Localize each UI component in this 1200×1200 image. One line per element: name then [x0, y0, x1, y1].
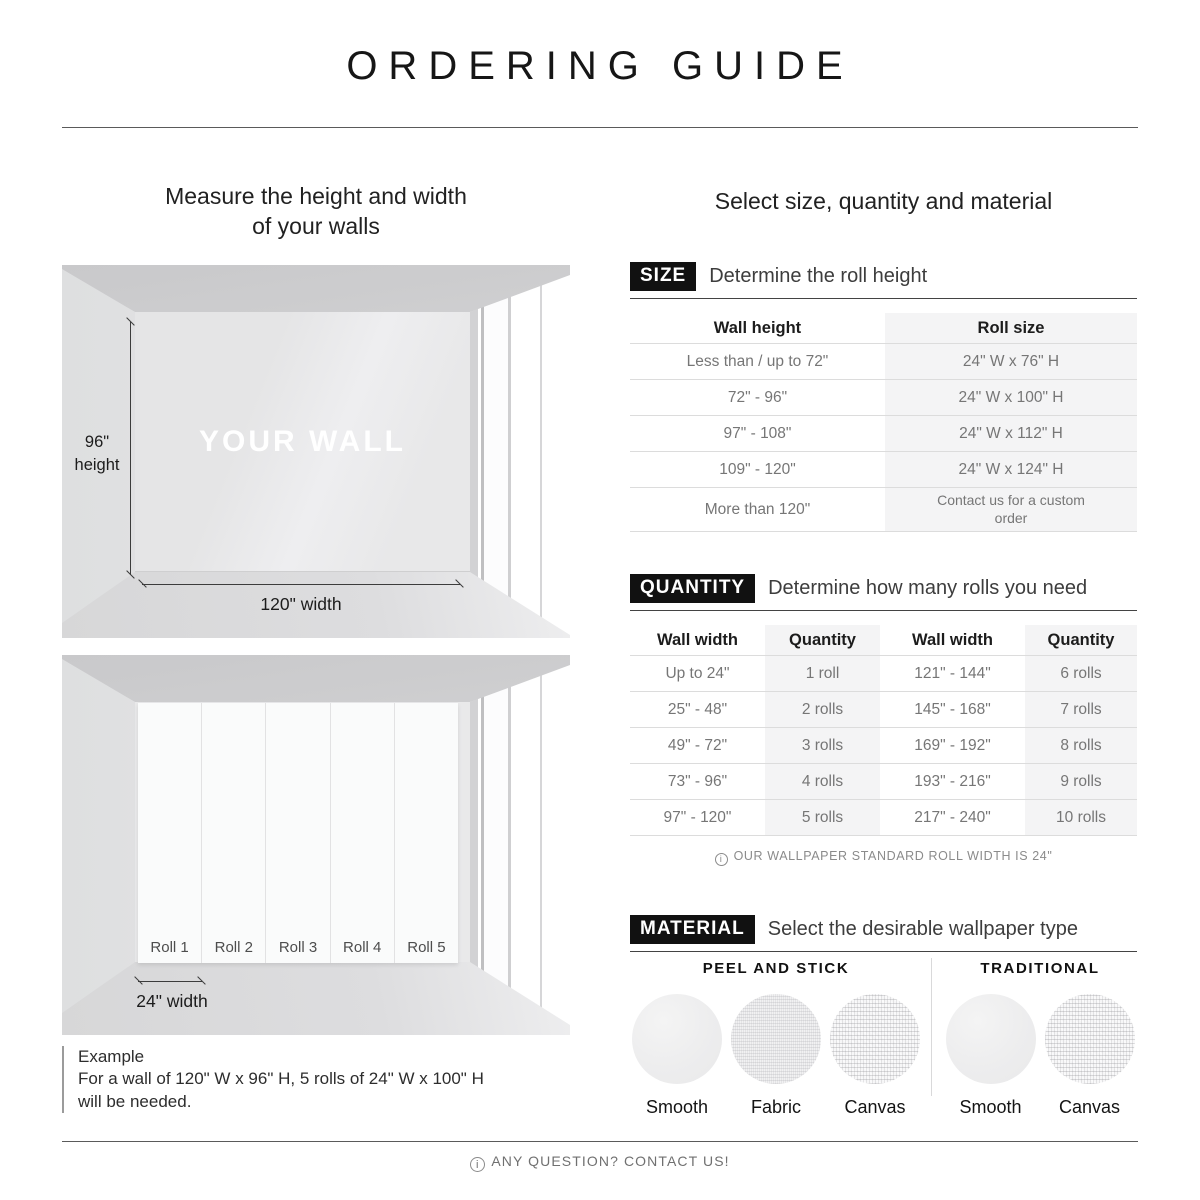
swatch-label: Smooth: [645, 1097, 709, 1117]
quantity-col-header: Quantity: [765, 625, 880, 656]
header-divider: [62, 127, 1138, 128]
width-dimension-label: 120" width: [260, 594, 342, 614]
size-cell-text: Contact us for a custom order: [937, 492, 1085, 526]
quantity-cell: 1 roll: [765, 656, 880, 692]
your-wall-label: YOUR WALL: [199, 424, 406, 458]
canvas-texture-swatch-icon: [1045, 994, 1135, 1084]
material-swatch-smooth: [946, 994, 1036, 1118]
quantity-cell: 193" - 216": [880, 764, 1025, 800]
quantity-cell: 3 rolls: [765, 728, 880, 764]
roll-label: Roll 5: [407, 939, 446, 956]
size-cell: 97" - 108": [630, 416, 885, 452]
footer-divider: [62, 1141, 1138, 1142]
smooth-texture-swatch-icon: [946, 994, 1036, 1084]
size-badge: SIZE: [630, 262, 696, 291]
height-value: 96": [84, 433, 110, 451]
material-group-peel-and-stick: [630, 960, 922, 1118]
contact-us-text: ANY QUESTION? CONTACT US!: [491, 1153, 730, 1169]
quantity-cell: 8 rolls: [1025, 728, 1137, 764]
quantity-section-header: [630, 574, 1137, 611]
size-section-header: [630, 262, 1137, 299]
size-col-header: Roll size: [885, 313, 1137, 344]
size-col-header: Wall height: [630, 313, 885, 344]
material-swatch-fabric: [731, 994, 821, 1118]
size-cell: More than 120": [630, 488, 885, 532]
room-illustration-rolls: [62, 655, 570, 1035]
measure-heading: [62, 181, 570, 242]
swatch-label: Fabric: [750, 1097, 801, 1117]
quantity-cell: 49" - 72": [630, 728, 765, 764]
quantity-cell: 9 rolls: [1025, 764, 1137, 800]
roll-panel: [395, 703, 458, 963]
size-cell: [885, 488, 1137, 532]
select-heading: Select size, quantity and material: [714, 188, 1053, 214]
height-dimension-label: [64, 431, 130, 477]
swatch-row: [943, 994, 1137, 1118]
roll-panel: [266, 703, 330, 963]
roll-width-note-text: OUR WALLPAPER STANDARD ROLL WIDTH IS 24": [733, 849, 1053, 863]
size-cell: 24" W x 76" H: [885, 344, 1137, 380]
material-swatch-smooth: [632, 994, 722, 1118]
example-line2: will be needed.: [78, 1091, 192, 1111]
material-swatch-canvas: [1045, 994, 1135, 1118]
quantity-cell: 10 rolls: [1025, 800, 1137, 836]
quantity-col-header: Wall width: [880, 625, 1025, 656]
your-wall: [135, 312, 470, 572]
quantity-cell: 73" - 96": [630, 764, 765, 800]
quantity-cell: 97" - 120": [630, 800, 765, 836]
swatch-label: Smooth: [959, 1097, 1022, 1117]
size-section-title: Determine the roll height: [709, 265, 928, 287]
size-cell: Less than / up to 72": [630, 344, 885, 380]
size-table: [630, 313, 1137, 532]
quantity-cell: 7 rolls: [1025, 692, 1137, 728]
roll-label: Roll 1: [150, 939, 189, 956]
quantity-section-title: Determine how many rolls you need: [768, 577, 1088, 599]
measure-heading-line1: Measure the height and width: [165, 183, 467, 209]
contact-us-note: [0, 1153, 1200, 1172]
roll-panel: [331, 703, 395, 963]
quantity-cell: 217" - 240": [880, 800, 1025, 836]
roll-panel: [202, 703, 266, 963]
height-word: height: [74, 456, 120, 475]
material-group-traditional: [943, 960, 1137, 1118]
material-section-header: [630, 915, 1137, 952]
swatch-label: Canvas: [844, 1097, 906, 1117]
measure-heading-line2: of your walls: [252, 213, 380, 240]
material-group-name: TRADITIONAL: [980, 960, 1100, 977]
quantity-cell: 2 rolls: [765, 692, 880, 728]
canvas-texture-swatch-icon: [830, 994, 920, 1084]
size-cell: 24" W x 124" H: [885, 452, 1137, 488]
page-title: ORDERING GUIDE: [346, 44, 854, 88]
quantity-badge: QUANTITY: [630, 574, 755, 603]
swatch-label: Canvas: [1058, 1097, 1121, 1117]
quantity-cell: 169" - 192": [880, 728, 1025, 764]
roll-width-note: [630, 849, 1137, 866]
room-illustration-measure: [62, 265, 570, 638]
quantity-cell: 145" - 168": [880, 692, 1025, 728]
roll-width-dimension-line: [138, 981, 202, 982]
quantity-cell: Up to 24": [630, 656, 765, 692]
material-section-title: Select the desirable wallpaper type: [767, 918, 1078, 940]
height-dimension-line: [130, 322, 131, 575]
quantity-cell: 121" - 144": [880, 656, 1025, 692]
material-badge: MATERIAL: [630, 915, 755, 944]
quantity-cell: 5 rolls: [765, 800, 880, 836]
size-cell: 24" W x 112" H: [885, 416, 1137, 452]
quantity-cell: 25" - 48": [630, 692, 765, 728]
material-swatch-canvas: [830, 994, 920, 1118]
smooth-texture-swatch-icon: [632, 994, 722, 1084]
quantity-cell: 6 rolls: [1025, 656, 1137, 692]
quantity-col-header: Wall width: [630, 625, 765, 656]
roll-label: Roll 3: [278, 939, 318, 956]
fabric-texture-swatch-icon: [731, 994, 821, 1084]
example-block: [62, 1046, 552, 1113]
example-heading: Example: [78, 1047, 145, 1066]
roll-panel: [138, 703, 202, 963]
info-icon: i: [470, 1157, 485, 1172]
material-group-name: PEEL AND STICK: [702, 960, 850, 977]
roll-width-dimension-label: 24" width: [136, 991, 208, 1011]
example-line1: For a wall of 120" W x 96" H, 5 rolls of 24" W x 100" H: [78, 1069, 484, 1089]
size-cell: 24" W x 100" H: [885, 380, 1137, 416]
wallpaper-roll-panels: [138, 703, 458, 963]
size-cell: 109" - 120": [630, 452, 885, 488]
quantity-cell: 4 rolls: [765, 764, 880, 800]
roll-label: Roll 4: [343, 939, 382, 956]
quantity-table: [630, 625, 1137, 836]
quantity-col-header: Quantity: [1025, 625, 1137, 656]
swatch-row: [630, 994, 922, 1118]
material-group-divider: [931, 958, 932, 1096]
width-dimension-line: [142, 584, 460, 585]
info-icon: i: [715, 853, 728, 866]
size-cell: 72" - 96": [630, 380, 885, 416]
roll-label: Roll 2: [214, 939, 253, 956]
